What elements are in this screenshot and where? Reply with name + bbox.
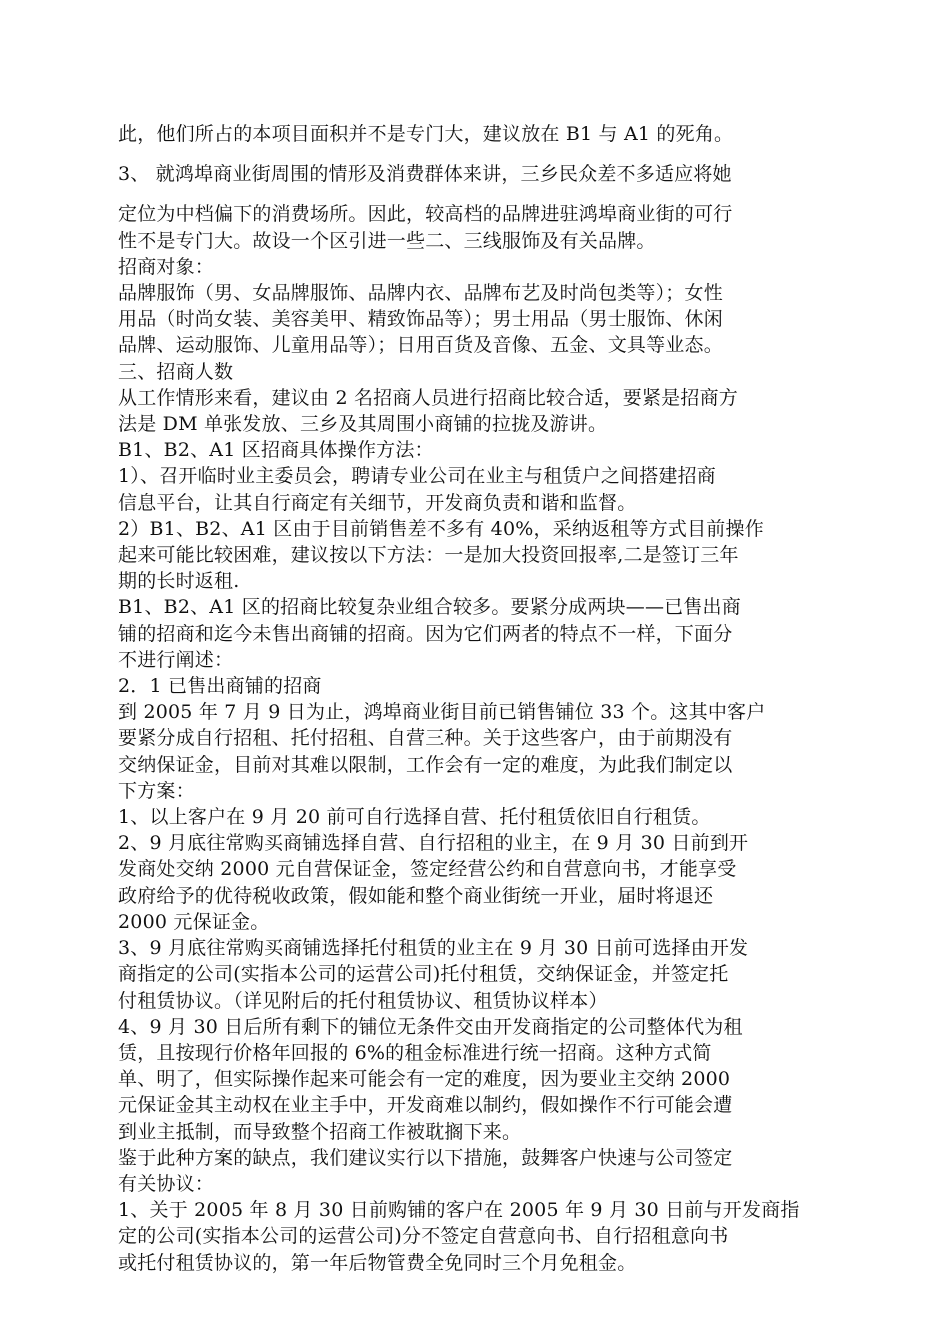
text-line: 定的公司(实指本公司的运营公司)分不签定自营意向书、自行招租意向书 xyxy=(118,1225,729,1248)
text-line: 定位为中档偏下的消费场所。因此，较高档的品牌进驻鸿埠商业街的可行 xyxy=(118,203,733,226)
text-line: B1、B2、A1 区的招商比较复杂业组合较多。要紧分成两块——已售出商 xyxy=(118,596,741,619)
text-line: 1、以上客户在 9 月 20 前可自行选择自营、托付租赁依旧自行租赁。 xyxy=(118,806,711,829)
text-line: 信息平台，让其自行商定有关细节，开发商负责和谐和监督。 xyxy=(118,491,637,514)
text-line: 品牌服饰（男、女品牌服饰、品牌内衣、品牌布艺及时尚包类等）；女性 xyxy=(118,282,723,305)
text-line: 2）B1、B2、A1 区由于目前销售差不多有 40%，采纳返租等方式目前操作 xyxy=(118,517,764,540)
text-line: 政府给予的优待税收政策，假如能和整个商业街统一开业，届时将退还 xyxy=(118,884,714,907)
text-line: 到业主抵制，而导致整个招商工作被耽搁下来。 xyxy=(118,1120,522,1143)
text-line: 品牌、运动服饰、儿童用品等）；日用百货及音像、五金、文具等业态。 xyxy=(118,334,723,357)
text-line: 用品（时尚女装、美容美甲、精致饰品等）；男士用品（男士服饰、休闲 xyxy=(118,308,723,331)
section-heading: B1、B2、A1 区招商具体操作方法： xyxy=(118,439,434,462)
text-line: 要紧分成自行招租、托付招租、自营三种。关于这些客户，由于前期没有 xyxy=(118,727,733,750)
text-line: 2000 元保证金。 xyxy=(118,910,270,933)
text-line: 期的长时返租. xyxy=(118,570,240,593)
text-line: 元保证金其主动权在业主手中，开发商难以制约，假如操作不行可能会遭 xyxy=(118,1094,733,1117)
text-line: 有关协议： xyxy=(118,1172,215,1195)
text-line: 法是 DM 单张发放、三乡及其周围小商铺的拉拢及游讲。 xyxy=(118,413,608,436)
document-body xyxy=(118,121,838,1276)
text-line: 起来可能比较困难，建议按以下方法：一是加大投资回报率,二是签订三年 xyxy=(118,544,739,567)
text-line: 此，他们所占的本项目面积并不是专门大，建议放在 B1 与 A1 的死角。 xyxy=(118,123,734,145)
text-line: 或托付租赁协议的，第一年后物管费全免同时三个月免租金。 xyxy=(118,1251,637,1274)
text-line: 单、明了，但实际操作起来可能会有一定的难度，因为要业主交纳 2000 xyxy=(118,1068,731,1091)
text-line: 4、9 月 30 日后所有剩下的铺位无条件交由开发商指定的公司整体代为租 xyxy=(118,1015,743,1038)
text-line: 付租赁协议。（详见附后的托付租赁协议、租赁协议样本） xyxy=(118,989,608,1012)
text-line: 交纳保证金，目前对其难以限制，工作会有一定的难度，为此我们制定以 xyxy=(118,753,733,776)
text-line: 商指定的公司(实指本公司的运营公司)托付租赁，交纳保证金，并签定托 xyxy=(118,963,729,986)
text-line: 1、关于 2005 年 8 月 30 日前购铺的客户在 2005 年 9 月 30 日前与开发商指 xyxy=(118,1199,800,1222)
text-line: 鉴于此种方案的缺点，我们建议实行以下措施，鼓舞客户快速与公司签定 xyxy=(118,1146,733,1169)
section-heading: 2．1 已售出商铺的招商 xyxy=(118,675,322,698)
text-line: 到 2005 年 7 月 9 日为止，鸿埠商业街目前已销售铺位 33 个。这其中客户 xyxy=(118,701,766,724)
text-line: 3、 就鸿埠商业街周围的情形及消费群体来讲，三乡民众差不多适应将她 xyxy=(118,163,732,186)
text-line: 赁，且按现行价格年回报的 6%的租金标准进行统一招商。这种方式简 xyxy=(118,1041,712,1064)
text-line: 铺的招商和迄今未售出商铺的招商。因为它们两者的特点不一样，下面分 xyxy=(118,622,733,645)
text-line: 下方案： xyxy=(118,779,195,802)
text-line: 从工作情形来看，建议由 2 名招商人员进行招商比较合适，要紧是招商方 xyxy=(118,386,738,409)
text-line: 性不是专门大。故设一个区引进一些二、三线服饰及有关品牌。 xyxy=(118,229,656,252)
text-line: 发商处交纳 2000 元自营保证金，签定经营公约和自营意向书，才能享受 xyxy=(118,858,737,881)
text-line: 不进行阐述： xyxy=(118,648,234,671)
section-heading: 招商对象： xyxy=(118,255,215,278)
text-line: 2、9 月底往常购买商铺选择自营、自行招租的业主，在 9 月 30 日前到开 xyxy=(118,832,749,855)
text-line: 3、9 月底往常购买商铺选择托付租赁的业主在 9 月 30 日前可选择由开发 xyxy=(118,937,749,960)
section-heading: 三、招商人数 xyxy=(118,360,234,383)
text-line: 1）、召开临时业主委员会，聘请专业公司在业主与租赁户之间搭建招商 xyxy=(118,465,716,488)
